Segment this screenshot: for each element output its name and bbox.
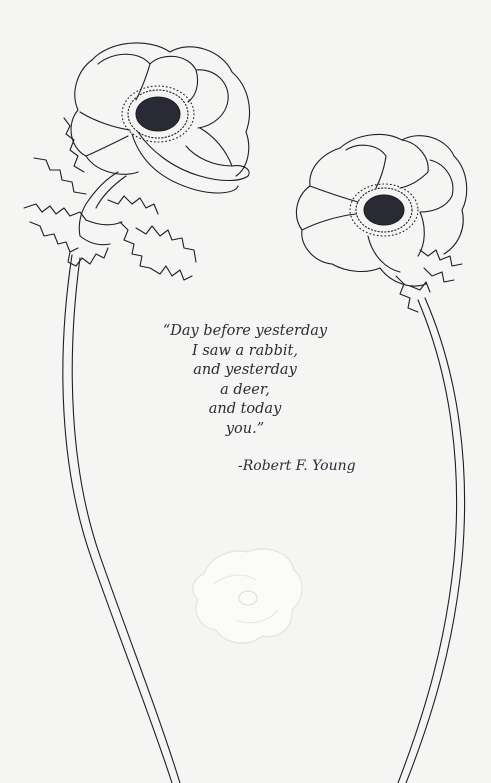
quote-line: you.” <box>225 420 265 437</box>
left-flower-icon <box>71 43 250 236</box>
quote-line: I saw a rabbit, <box>192 342 298 359</box>
quote-line: a deer, <box>220 381 270 398</box>
quote-line: “Day before yesterday <box>162 323 328 339</box>
left-foliage <box>24 118 196 280</box>
quote-line: and yesterday <box>193 362 297 378</box>
quote-line: and today <box>208 401 282 417</box>
embossed-flower-icon <box>193 549 302 643</box>
right-stem <box>398 298 465 783</box>
right-flower-icon <box>296 134 466 286</box>
quote <box>140 322 350 439</box>
quote-attribution: -Robert F. Young <box>238 458 356 474</box>
right-foliage <box>396 250 462 312</box>
